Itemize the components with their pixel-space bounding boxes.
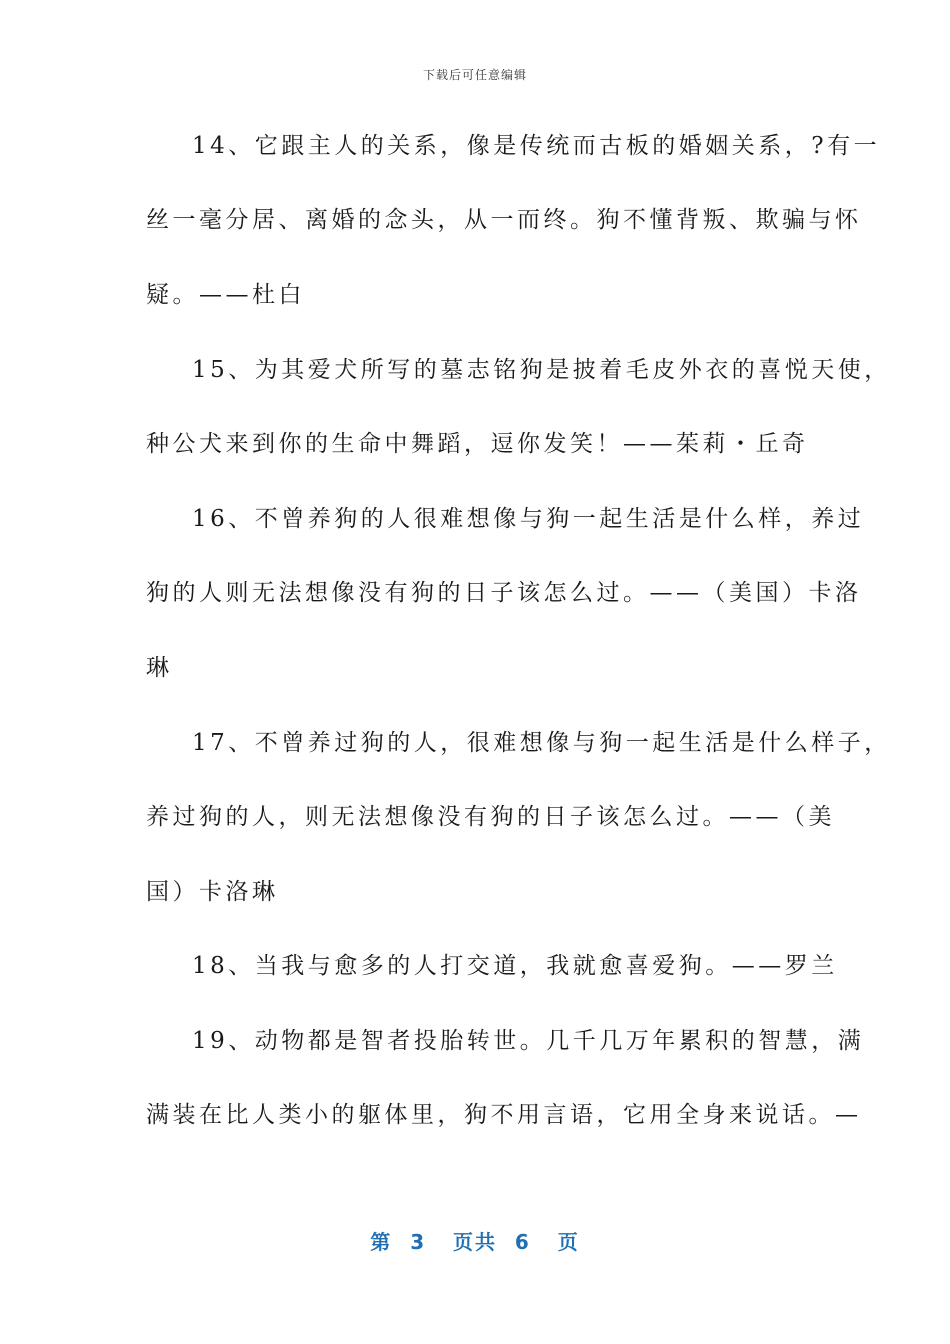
page-number-footer: 第 3 页共 6 页 — [370, 1230, 580, 1254]
paragraph-15-line-2: 种公犬来到你的生命中舞蹈，逗你发笑！——茱莉・丘奇 — [146, 431, 809, 457]
paragraph-16-line-2: 狗的人则无法想像没有狗的日子该怎么过。——（美国）卡洛 — [146, 580, 862, 606]
paragraph-17-line-1: 17、不曾养过狗的人，很难想像与狗一起生活是什么样子， — [192, 730, 891, 756]
paragraph-14-line-2: 丝一毫分居、离婚的念头，从一而终。狗不懂背叛、欺骗与怀 — [146, 207, 862, 233]
paragraph-17-line-2: 养过狗的人，则无法想像没有狗的日子该怎么过。——（美 — [146, 804, 835, 830]
paragraph-15-line-1: 15、为其爱犬所写的墓志铭狗是披着毛皮外衣的喜悦天使， — [192, 357, 891, 383]
paragraph-19-line-2: 满装在比人类小的躯体里，狗不用言语，它用全身来说话。— — [146, 1102, 862, 1128]
paragraph-14-line-1: 14、它跟主人的关系，像是传统而古板的婚姻关系，?有一 — [192, 133, 881, 159]
header-note: 下载后可任意编辑 — [422, 68, 527, 82]
paragraph-18-line-1: 18、当我与愈多的人打交道，我就愈喜爱狗。——罗兰 — [192, 953, 838, 979]
paragraph-14-line-3: 疑。——杜白 — [146, 282, 305, 308]
paragraph-16-line-3: 琳 — [146, 655, 173, 681]
paragraph-17-line-3: 国）卡洛琳 — [146, 879, 279, 905]
paragraph-16-line-1: 16、不曾养狗的人很难想像与狗一起生活是什么样，养过 — [192, 506, 865, 532]
paragraph-19-line-1: 19、动物都是智者投胎转世。几千几万年累积的智慧，满 — [192, 1028, 865, 1054]
